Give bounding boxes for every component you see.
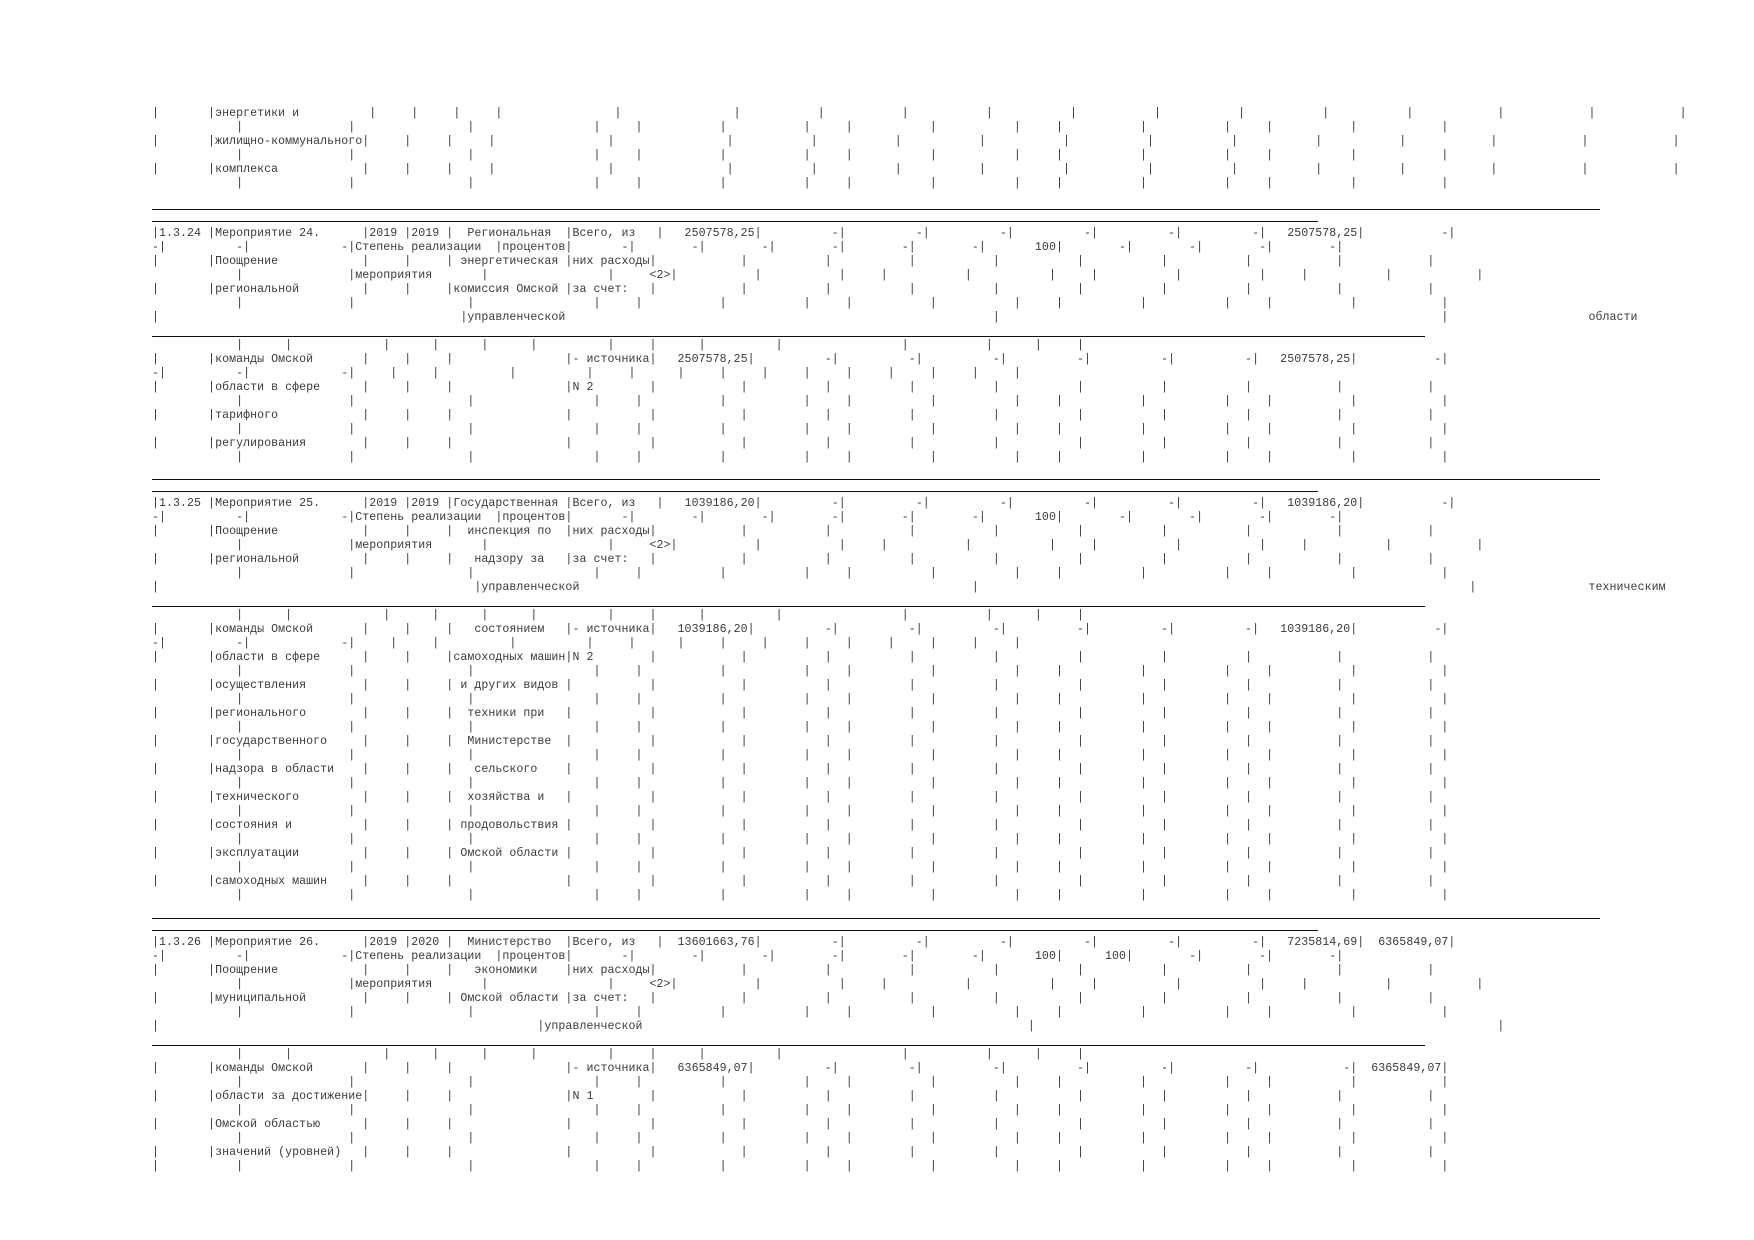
table-horizontal-rule [152, 930, 1318, 931]
text-line: | | | | | | | | | | | | | | | | [152, 423, 1449, 436]
table-horizontal-rule [152, 479, 1600, 480]
text-line: | |мероприятия | | <2>| | | | | | | | | | | | [152, 269, 1484, 282]
text-line: | | | | | | | | | | | | | | [152, 1048, 1084, 1061]
text-line: | |Поощрение | | | инспекция по |них расходы| | | | | | | | | | [152, 525, 1435, 538]
table-horizontal-rule [152, 491, 1318, 492]
text-line: | | | | | | | | | | | | | | | | [152, 833, 1449, 846]
text-line: | |значений (уровней) | | | | | | | | | | | | | | [152, 1146, 1435, 1159]
table-horizontal-rule [152, 209, 1600, 210]
text-line: |1.3.26 |Мероприятие 26. |2019 |2020 | Министерство |Всего, из | 13601663,76| -| -| -| -| -| -| 7235814,69| 6365849,07| [152, 936, 1456, 949]
text-line: | |области в сфере | | |самоходных машин|N 2 | | | | | | | | | | [152, 651, 1435, 664]
text-line: |1.3.24 |Мероприятие 24. |2019 |2019 | Региональная |Всего, из | 2507578,25| -| -| -| -| -| -| 2507578,25| -| [152, 227, 1456, 240]
text-line: | |региональной | | |комиссия Омской |за счет: | | | | | | | | | | [152, 283, 1435, 296]
text-line: | | | | | | | | | | | | | | | | [152, 297, 1449, 310]
text-line: | | | | | | | | | | | | | | | | [152, 721, 1449, 734]
text-line: | | | | | | | | | | | | | | | | | [152, 1160, 1449, 1173]
text-line: | |комплекса | | | | | | | | | | | | | | | | | [152, 163, 1680, 176]
text-line: | | | | | | | | | | | | | | | | [152, 395, 1449, 408]
text-line: | | | | | | | | | | | | | | | | [152, 177, 1449, 190]
text-line: | | | | | | | | | | | | | | | | [152, 121, 1449, 134]
text-line: | | | | | | | | | | | | | | | | [152, 1132, 1449, 1145]
text-line: -| -| -|Степень реализации |процентов| -| -| -| -| -| -| 100| -| -| -| -| [152, 241, 1344, 254]
table-horizontal-rule [152, 336, 1425, 337]
text-line: | |состояния и | | | продовольствия | | | | | | | | | | | [152, 819, 1435, 832]
text-line: | |регионального | | | техники при | | | | | | | | | | | [152, 707, 1435, 720]
text-line: | |Поощрение | | | энергетическая |них расходы| | | | | | | | | | [152, 255, 1435, 268]
text-line: | | | | | | | | | | | | | | | | [152, 777, 1449, 790]
text-line: | |государственного | | | Министерстве | | | | | | | | | | | [152, 735, 1435, 748]
table-horizontal-rule [152, 606, 1425, 607]
text-line: | |технического | | | хозяйства и | | | | | | | | | | | [152, 791, 1435, 804]
text-line: -| -| -| | | | | | | | | | | | | | | [152, 367, 1021, 380]
text-line: | | | | | | | | | | | | | | [152, 609, 1084, 622]
text-line: | | | | | | | | | | | | | | | | [152, 1076, 1449, 1089]
text-line: | |мероприятия | | <2>| | | | | | | | | | | | [152, 978, 1484, 991]
text-line: -| -| -|Степень реализации |процентов| -| -| -| -| -| -| 100| 100| -| -| -| [152, 950, 1344, 963]
text-line: | |осуществления | | | и других видов | | | | | | | | | | | [152, 679, 1435, 692]
text-line: | |регулирования | | | | | | | | | | | | | | [152, 437, 1435, 450]
table-horizontal-rule [152, 221, 1318, 222]
text-line: | | | | | | | | | | | | | | | | [152, 451, 1449, 464]
text-line: | | | | | | | | | | | | | | | | [152, 861, 1449, 874]
text-line: | |мероприятия | | <2>| | | | | | | | | | | | [152, 539, 1484, 552]
text-line: | | | | | | | | | | | | | | | | [152, 1104, 1449, 1117]
text-line: | |управленческой | | [152, 1020, 1505, 1033]
text-line: | |области в сфере | | | |N 2 | | | | | | | | | | [152, 381, 1435, 394]
text-line: |1.3.25 |Мероприятие 25. |2019 |2019 |Государственная |Всего, из | 1039186,20| -| -| -| -| -| -| 1039186,20| -| [152, 497, 1456, 510]
text-line: | | | | | | | | | | | | | | | | [152, 1006, 1449, 1019]
text-line: | |области за достижение| | | |N 1 | | | | | | | | | | [152, 1090, 1435, 1103]
text-line: | |жилищно-коммунального| | | | | | | | | | | | | | | | | [152, 135, 1680, 148]
text-line: -| -| -| | | | | | | | | | | | | | | [152, 637, 1021, 650]
text-line: | |региональной | | | надзору за |за счет: | | | | | | | | | | [152, 553, 1435, 566]
table-horizontal-rule [152, 1045, 1425, 1046]
table-horizontal-rule [152, 918, 1600, 919]
text-line: -| -| -|Степень реализации |процентов| -| -| -| -| -| -| 100| -| -| -| -| [152, 511, 1344, 524]
text-line: | |Омской областью | | | | | | | | | | | | | | [152, 1118, 1435, 1131]
text-line: | |тарифного | | | | | | | | | | | | | | [152, 409, 1435, 422]
text-line: | |команды Омской | | | состоянием |- источника| 1039186,20| -| -| -| -| -| -| 1039186,20| -| [152, 623, 1449, 636]
text-line: | |Поощрение | | | экономики |них расходы| | | | | | | | | | [152, 964, 1435, 977]
text-line: | |управленческой | | области [152, 311, 1638, 324]
text-line: | |команды Омской | | | |- источника| 2507578,25| -| -| -| -| -| -| 2507578,25| -| [152, 353, 1449, 366]
text-line: | | | | | | | | | | | | | | | | [152, 149, 1449, 162]
text-line: | |энергетики и | | | | | | | | | | | | | | | | | [152, 107, 1687, 120]
text-line: | |управленческой | | техническим [152, 581, 1666, 594]
text-line: | | | | | | | | | | | | | | | | [152, 749, 1449, 762]
text-line: | |самоходных машин | | | | | | | | | | | | | | [152, 875, 1435, 888]
text-line: | |надзора в области | | | сельского | | | | | | | | | | | [152, 763, 1435, 776]
text-line: | | | | | | | | | | | | | | [152, 339, 1084, 352]
text-line: | | | | | | | | | | | | | | | | [152, 567, 1449, 580]
text-line: | | | | | | | | | | | | | | | | [152, 693, 1449, 706]
text-line: | | | | | | | | | | | | | | | | [152, 665, 1449, 678]
text-line: | |муниципальной | | | Омской области |за счет: | | | | | | | | | | [152, 992, 1435, 1005]
text-line: | |команды Омской | | | |- источника| 6365849,07| -| -| -| -| -| -| -| 6365849,07| [152, 1062, 1449, 1075]
text-line: | | | | | | | | | | | | | | | | [152, 805, 1449, 818]
text-line: | |эксплуатации | | | Омской области | | | | | | | | | | | [152, 847, 1435, 860]
text-line: | | | | | | | | | | | | | | | | [152, 889, 1449, 902]
